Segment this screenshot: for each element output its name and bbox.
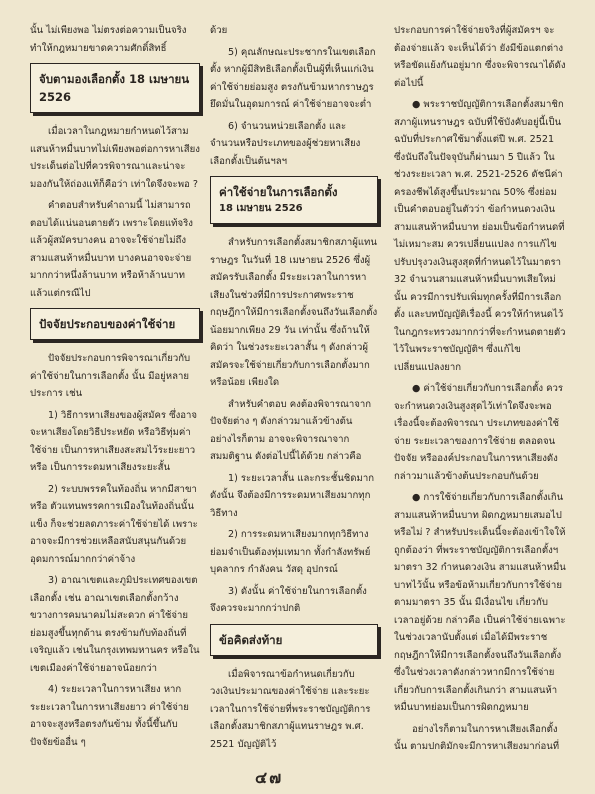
list-item: 2) การระดมหาเสียงมากทุกวิธีทางย่อมจำเป็นต้องทุ่มเทมาก ทั้งกำลังทรัพย์บุคลากร กำลังคน วัสดุ อุปกรณ์ — [210, 529, 371, 575]
paragraph: สำหรับการเลือกตั้งสมาชิกสภาผู้แทนราษฎร ในวันที่ 18 เมษายน 2526 ซึ่งผู้สมัครรับเลือกตั้ง มีระยะเวลาในการหาเสียงในช่วงที่มีการประกาศพระราชกฤษฎีกาให้มีการเลือกตั้งจนถึงวันเลือกตั้งน้อยมากเพียง 29 วัน เท่านั้น ซึ่งถ้านให้คิดว่า ในช่วงระยะเวลาสั้น ๆ ดังกล่าวผู้สมัครจะใช้จ่ายเกี่ยวกับการเลือกตั้งมากหรือน้อย เพียงใด — [210, 237, 378, 388]
section-subheading: 18 เมษายน 2526 — [219, 203, 303, 214]
bullet-paragraph: ● ค่าใช้จ่ายเกี่ยวกับการเลือกตั้ง ควรจะกำหนดวงเงินสูงสุดไว้เท่าใดจึงจะพอ เรื่องนี้จะต้องพิจารณา ประเภทของค่าใช้จ่าย ระยะเวลาของการใช้จ่าย ตลอดจนปัจจัย หรือองค์ประกอบในการหาเสียงดังกล่าวมาแล้วข้างต้นประกอบกันด้วย — [394, 383, 564, 482]
paragraph: นั้น ไม่เพียงพอ ไม่ตรงต่อความเป็นจริง ทำให้กฎหมายขาดความศักดิ์สิทธิ์ — [30, 25, 187, 54]
section-heading-box — [210, 624, 378, 656]
section-heading: จับตามองเลือกตั้ง 18 เมษายน 2526 — [39, 72, 190, 104]
paragraph: ปัจจัยประกอบการพิจารณาเกี่ยวกับค่าใช้จ่ายในการเลือกตั้ง นั้น มีอยู่หลายประการ เช่น — [30, 353, 191, 399]
list-item: 3) ดังนั้น ค่าใช้จ่ายในการเลือกตั้ง จึงควรจะมากกว่าปกติ — [210, 585, 367, 614]
paragraph: สำหรับคำตอบ คงต้องพิจารณาจากปัจจัยต่าง ๆ ดังกล่าวมาแล้วข้างต้น อย่างไรก็ตาม อาจจะพิจารณาจากสมมติฐาน ดังต่อไปนี้ได้ด้วย กล่าวคือ — [210, 398, 372, 462]
list-item: 1) ระยะเวลาสั้น และกระชั้นชิดมากดังนั้น จึงต้องมีการระดมหาเสียงมากทุกวิธีทาง — [210, 472, 375, 519]
paragraph: เมื่อพิจารณาข้อกำหนดเกี่ยวกับวงเงินประมาณของค่าใช้จ่าย และระยะเวลาในการใช้จ่ายที่พระราชบัญญัติการเลือกตั้งสมาชิกสภาผู้แทนราษฎร พ.ศ. 2521 บัญญัติไว้ — [210, 668, 371, 750]
paragraph: ด้วย — [210, 25, 228, 36]
text-column-left — [30, 22, 200, 755]
paragraph: อย่างไรก็ตามในการหาเสียงเลือกตั้งนั้น ตามปกติมักจะมีการหาเสียงมาก่อนที่ — [394, 723, 560, 752]
section-heading-box — [30, 63, 200, 113]
bullet-paragraph: ● พระราชบัญญัติการเลือกตั้งสมาชิกสภาผู้แทนราษฎร ฉบับที่ใช้บังคับอยู่นี้เป็นฉบับที่ประกาศใช้มาตั้งแต่ปี พ.ศ. 2521 ซึ่งนับถึงในปัจจุบันก็ผ่านมา 5 ปีแล้ว ในช่วงระยะเวลา พ.ศ. 2521-2526 ดัชนีค่าครองชีพได้สูงขึ้นประมาณ 50% ซึ่งย่อมเป็นคำตอบอยู่ในตัวว่า ข้อกำหนดวงเงินสามแสนห้าหมื่นบาท ย่อมเป็นข้อกำหนดที่ไม่เหมาะสม ควรเปลี่ยนแปลง การแก้ไขปรับปรุงวงเงินสูงสุดที่กำหนดไว้ในมาตรา 32 จำนวนสามแสนห้าหมื่นบาทเสียใหม่นั้น ควรมีการปรับเพิ่มทุกครั้งที่มีการเลือกตั้ง และบทบัญญัติเรื่องนี้ ควรให้กำหนดไว้ในกฎกระทรวงมากกว่าที่จะกำหนดตายตัวไว้ในพระราชบัญญัติฯ ซึ่งแก้ไขเปลี่ยนแปลงยาก — [394, 99, 566, 373]
section-heading-box — [30, 308, 200, 340]
list-item: 6) จำนวนหน่วยเลือกตั้ง และ จำนวนหรือประเภทของผู้ช่วยหาเสียงเลือกตั้งเป็นต้นฯลฯ — [210, 120, 361, 167]
section-heading-box — [210, 176, 378, 224]
list-item: 4) ระยะเวลาในการหาเสียง หากระยะเวลาในการหาเสียงยาว ค่าใช้จ่ายอาจจะสูงหรือตรงกันข้าม ทั้งนี้ขึ้นกับปัจจัยข้ออื่น ๆ — [30, 684, 189, 748]
list-item: 3) อาณาเขตและภูมิประเทศของเขตเลือกตั้ง เช่น อาณาเขตเลือกตั้งกว้างขวางการคมนาคมไม่สะดวก ค่าใช้จ่ายย่อมสูงขึ้นทุกด้าน ตรงข้ามกับท้องถิ่นที่เจริญแล้ว เช่นในกรุงเทพมหานคร หรือในเขตเมืองค่าใช้จ่ายอาจน้อยกว่า — [30, 575, 200, 674]
paragraph: คำตอบสำหรับคำถามนี้ ไม่สามารถตอบได้แน่นอนตายตัว เพราะโดยแท้จริงแล้วผู้สมัครบางคน อาจจะใช้จ่ายไม่ถึงสามแสนห้าหมื่นบาท บางคนอาจจะจ่ายมากกว่าหนึ่งล้านบาท หรือห้าล้านบาท แล้วแต่กรณีไป — [30, 200, 193, 299]
list-item: 2) ระบบพรรคในท้องถิ่น หากมีสาขาหรือ ตัวแทนพรรคการเมืองในท้องถิ่นนั้นแข็ง ก็จะช่วยลดภาระค่าใช้จ่ายได้ เพราะอาจจะมีการช่วยเหลือสนับสนุนกันด้วยอุดมการณ์มากกว่าค่าจ้าง — [30, 483, 198, 565]
section-heading: ปัจจัยประกอบของค่าใช้จ่าย — [39, 317, 176, 331]
list-item: 5) คุณลักษณะประชากรในเขตเลือกตั้ง หากผู้มีสิทธิเลือกตั้งเป็นผู้ที่เห็นแก่เงินค่าใช้จ่ายย่อมสูง ตรงกันข้ามหากราษฎรยึดมั่นในอุดมการณ์ ค่าใช้จ่ายอาจจะต่ำ — [210, 46, 376, 110]
paragraph: เมื่อเวลาในกฎหมายกำหนดไว้สามแสนห้าหมื่นบาทไม่เพียงพอต่อการหาเสียง ประเด็นต่อไปที่ควรพิจารณาและน่าจะมองกันให้ถ่องแท้ก็คือว่า เท่าใดจึงจะพอ ? — [30, 126, 200, 190]
list-item: 1) วิธีการหาเสียงของผู้สมัคร ซึ่งอาจจะหาเสียงโดยวิธีประหยัด หรือวิธีทุ่มค่าใช้จ่าย เป็นการหาเสียงสะสมไว้ระยะยาว หรือ เป็นการระดมหาเสียงระยะสั้น — [30, 409, 198, 473]
bullet-paragraph: ● การใช้จ่ายเกี่ยวกับการเลือกตั้งเกินสามแสนห้าหมื่นบาท ผิดกฎหมายเสมอไปหรือไม่ ? สำหรับประเด็นนี้จะต้องเข้าใจให้ถูกต้องว่า ที่พระราชบัญญัติการเลือกตั้งฯ มาตรา 32 กำหนดวงเงิน สามแสนห้าหมื่นบาทไว้นั้น หรือข้อห้ามเกี่ยวกับการใช้จ่ายตามมาตรา 35 นั้น มีเงื่อนไข เกี่ยวกับเวลาอยู่ด้วย กล่าวคือ เป็นค่าใช้จ่ายเฉพาะในช่วงเวลานับตั้งแต่ เมื่อได้มีพระราชกฤษฎีกาให้มีการเลือกตั้งจนถึงวันเลือกตั้ง ซึ่งในช่วงเวลาดังกล่าวหากมีการใช้จ่ายเกี่ยวกับการเลือกตั้งเกินกว่า สามแสนห้าหมื่นบาทย่อมเป็นการผิดกฎหมาย — [394, 492, 566, 713]
section-heading: ค่าใช้จ่ายในการเลือกตั้ง — [219, 185, 338, 199]
paragraph: ประกอบการค่าใช้จ่ายจริงที่ผู้สมัครฯ จะต้องจ่ายแล้ว จะเห็นได้ว่า ยังมีข้อแตกต่าง หรือขัดแย้งกันอยู่มาก ซึ่งจะพิจารณาได้ดังต่อไปนี้ — [394, 25, 566, 89]
section-heading: ข้อคิดส่งท้าย — [219, 632, 283, 647]
page-number: ๔๗ — [255, 768, 284, 787]
text-column-middle — [210, 22, 378, 757]
text-column-right — [394, 22, 566, 760]
